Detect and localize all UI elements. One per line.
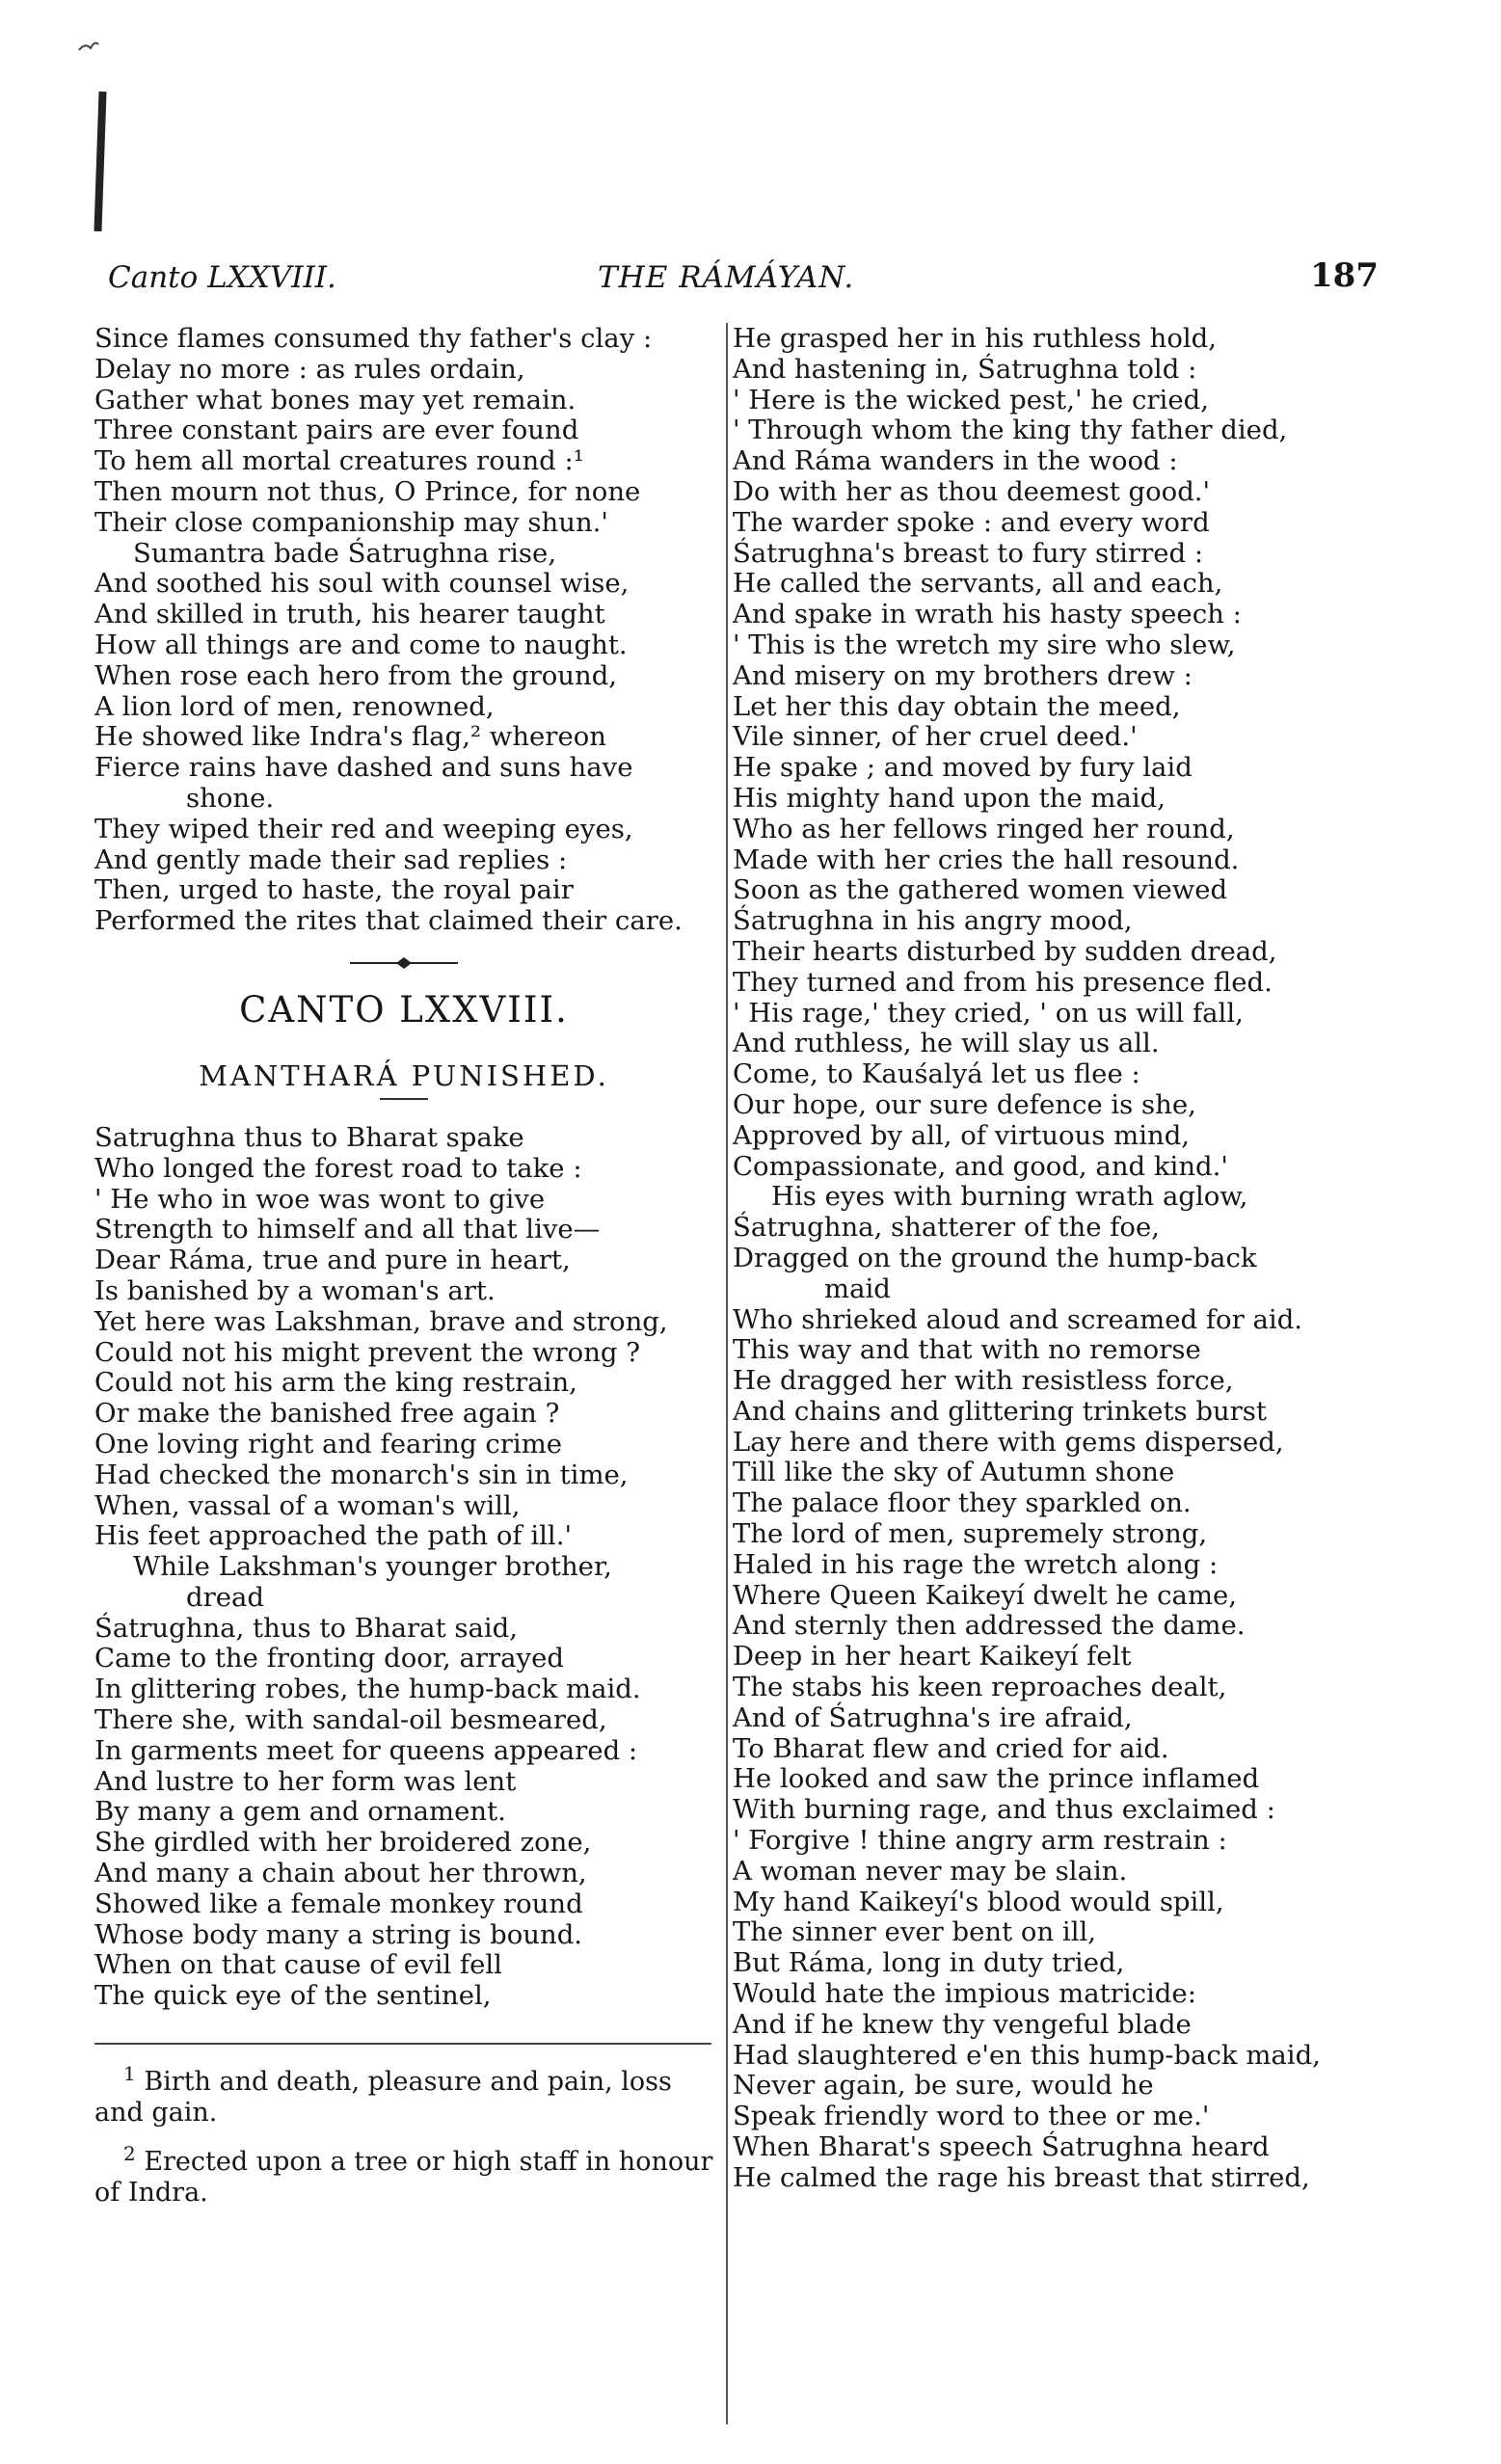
verse-line: Could not his might prevent the wrong ? xyxy=(94,1336,641,1368)
verse-line: Fierce rains have dashed and suns have xyxy=(94,752,633,784)
corner-mark xyxy=(77,39,100,54)
verse-line: Who as her fellows ringed her round, xyxy=(733,813,1235,844)
verse-block-after xyxy=(94,1123,713,2012)
verse-line: Three constant pairs are ever found xyxy=(94,415,579,446)
verse-line: Then mourn not thus, O Prince, for none xyxy=(94,475,641,507)
verse-line: Śatrughna, shatterer of the foe, xyxy=(733,1212,1160,1244)
verse-line: His eyes with burning wrath aglow, xyxy=(771,1181,1248,1213)
verse-line: A woman never may be slain. xyxy=(733,1855,1128,1887)
verse-line: Till like the sky of Autumn shone xyxy=(733,1457,1175,1488)
verse-line: Gather what bones may yet remain. xyxy=(94,384,576,415)
footnote xyxy=(94,2058,713,2129)
verse-line: Let her this day obtain the meed, xyxy=(733,690,1181,722)
verse-line: ' His rage,' they cried, ' on us will fall, xyxy=(733,997,1244,1029)
canto-subtitle: MANTHARÁ PUNISHED. xyxy=(199,1058,609,1092)
canto-title: CANTO LXXVIII. xyxy=(239,988,569,1031)
verse-line: And of Śatrughna's ire afraid, xyxy=(733,1701,1133,1733)
verse-line: Śatrughna in his angry mood, xyxy=(733,905,1133,937)
verse-line: Soon as the gathered women viewed xyxy=(733,874,1228,906)
verse-line: They wiped their red and weeping eyes, xyxy=(94,813,633,844)
footnotes xyxy=(94,2058,713,2209)
verse-line: Had checked the monarch's sin in time, xyxy=(94,1459,629,1490)
footnote-text: Birth and death, pleasure and pain, loss and gain. xyxy=(94,2067,672,2129)
verse-line: The quick eye of the sentinel, xyxy=(94,1980,492,2012)
verse-line: Come, to Kauśalyá let us flee : xyxy=(733,1058,1140,1090)
ornament-divider xyxy=(346,956,462,970)
verse-line: shone. xyxy=(186,782,275,814)
verse-line: How all things are and come to naught. xyxy=(94,629,628,660)
footnote xyxy=(94,2138,713,2209)
verse-line: One loving right and fearing crime xyxy=(94,1428,563,1460)
verse-block-before xyxy=(94,324,713,937)
verse-line: And soothed his soul with counsel wise, xyxy=(94,568,630,600)
verse-line: ' This is the wretch my sire who slew, xyxy=(733,629,1236,660)
running-head-canto: Canto LXXVIII. xyxy=(108,260,336,295)
verse-line: Came to the fronting door, arrayed xyxy=(94,1643,564,1674)
verse-line: To hem all mortal creatures round :¹ xyxy=(94,445,584,477)
verse-line: He called the servants, all and each, xyxy=(733,568,1223,600)
verse-line: The sinner ever bent on ill, xyxy=(733,1916,1097,1948)
verse-line: And lustre to her form was lent xyxy=(94,1765,517,1797)
verse-line: He spake ; and moved by fury laid xyxy=(733,752,1193,784)
page-number: 187 xyxy=(1310,256,1379,295)
verse-line: They turned and from his presence fled. xyxy=(733,966,1273,998)
verse-line: And if he knew thy vengeful blade xyxy=(733,2008,1192,2040)
verse-line: Made with her cries the hall resound. xyxy=(733,844,1240,875)
margin-bar xyxy=(94,92,106,231)
verse-line: Haled in his rage the wretch along : xyxy=(733,1548,1219,1580)
verse-line: To Bharat flew and cried for aid. xyxy=(733,1732,1169,1764)
verse-line: He looked and saw the prince inflamed xyxy=(733,1763,1260,1795)
verse-line: When on that cause of evil fell xyxy=(94,1949,502,1981)
verse-line: Their hearts disturbed by sudden dread, xyxy=(733,935,1277,967)
verse-line: Śatrughna, thus to Bharat said, xyxy=(94,1612,519,1644)
verse-line: And skilled in truth, his hearer taught xyxy=(94,599,605,630)
verse-line: Or make the banished free again ? xyxy=(94,1398,560,1430)
verse-line: Satrughna thus to Bharat spake xyxy=(94,1121,524,1153)
footnote-number: 2 xyxy=(123,2142,136,2166)
running-head-title: THE RÁMÁYAN. xyxy=(598,260,855,295)
verse-line: And ruthless, he will slay us all. xyxy=(733,1028,1160,1059)
verse-line: A lion lord of men, renowned, xyxy=(94,690,495,722)
verse-line: He showed like Indra's flag,² whereon xyxy=(94,721,606,753)
verse-line: When rose each hero from the ground, xyxy=(94,659,618,691)
verse-line: Speak friendly word to thee or me.' xyxy=(733,2101,1210,2132)
verse-line: Approved by all, of virtuous mind, xyxy=(733,1119,1191,1151)
verse-line: Who longed the forest road to take : xyxy=(94,1152,582,1184)
verse-line: And Ráma wanders in the wood : xyxy=(733,445,1178,477)
verse-line: Showed like a female monkey round xyxy=(94,1888,583,1919)
verse-line: And chains and glittering trinkets burst xyxy=(733,1395,1267,1427)
footnote-rule xyxy=(94,2043,711,2045)
verse-line: But Ráma, long in duty tried, xyxy=(733,1947,1125,1979)
verse-line: His feet approached the path of ill.' xyxy=(94,1520,573,1552)
verse-line: Since flames consumed thy father's clay : xyxy=(94,323,653,354)
verse-line: Vile sinner, of her cruel deed.' xyxy=(733,721,1138,753)
verse-line: The warder spoke : and every word xyxy=(733,506,1210,538)
verse-line: And many a chain about her thrown, xyxy=(94,1858,587,1889)
verse-line: Lay here and there with gems dispersed, xyxy=(733,1426,1284,1458)
verse-line: Yet here was Lakshman, brave and strong, xyxy=(94,1305,668,1337)
verse-line: He grasped her in his ruthless hold, xyxy=(733,323,1218,354)
verse-line: And misery on my brothers drew : xyxy=(733,659,1193,691)
verse-line: Our hope, our sure defence is she, xyxy=(733,1088,1196,1120)
verse-line: In garments meet for queens appeared : xyxy=(94,1734,638,1766)
verse-line: Would hate the impious matricide: xyxy=(733,1978,1196,2010)
verse-line: Do with her as thou deemest good.' xyxy=(733,475,1211,507)
verse-line: Performed the rites that claimed their care. xyxy=(94,905,683,937)
verse-line: The palace floor they sparkled on. xyxy=(733,1487,1192,1519)
column-divider xyxy=(726,323,728,2424)
verse-line: She girdled with her broidered zone, xyxy=(94,1827,592,1859)
verse-line: ' He who in woe was wont to give xyxy=(94,1183,546,1215)
verse-line: Never again, be sure, would he xyxy=(733,2070,1154,2102)
verse-line: ' Here is the wicked pest,' he cried, xyxy=(733,384,1209,415)
verse-line: With burning rage, and thus exclaimed : xyxy=(733,1794,1275,1826)
footnote-text: Erected upon a tree or high staff in honour of Indra. xyxy=(94,2147,713,2209)
verse-line: And gently made their sad replies : xyxy=(94,844,568,875)
verse-line: There she, with sandal-oil besmeared, xyxy=(94,1704,607,1736)
verse-line: Dear Ráma, true and pure in heart, xyxy=(94,1245,571,1276)
verse-line: ' Forgive ! thine angry arm restrain : xyxy=(733,1825,1227,1857)
verse-line: And hastening in, Śatrughna told : xyxy=(733,353,1197,385)
verse-line: Where Queen Kaikeyí dwelt he came, xyxy=(733,1579,1238,1611)
verse-line: Delay no more : as rules ordain, xyxy=(94,353,525,385)
verse-line: Dragged on the ground the hump-back xyxy=(733,1242,1257,1273)
verse-line: Is banished by a woman's art. xyxy=(94,1274,496,1306)
verse-line: By many a gem and ornament. xyxy=(94,1796,506,1828)
verse-line: When Bharat's speech Śatrughna heard xyxy=(733,2131,1270,2163)
verse-line: Their close companionship may shun.' xyxy=(94,506,608,538)
verse-line: Who shrieked aloud and screamed for aid. xyxy=(733,1303,1303,1335)
right-column xyxy=(733,324,1377,2194)
verse-block-right xyxy=(733,324,1377,2194)
verse-line: ' Through whom the king thy father died, xyxy=(733,415,1288,446)
verse-line: He calmed the rage his breast that stirred, xyxy=(733,2161,1310,2193)
verse-line: Śatrughna's breast to fury stirred : xyxy=(733,537,1204,569)
verse-line: Strength to himself and all that live— xyxy=(94,1214,601,1245)
verse-line: This way and that with no remorse xyxy=(733,1334,1201,1366)
verse-line: Could not his arm the king restrain, xyxy=(94,1367,577,1399)
verse-line: The stabs his keen reproaches dealt, xyxy=(733,1672,1227,1703)
verse-line: Then, urged to haste, the royal pair xyxy=(94,874,574,906)
page-header xyxy=(96,253,1379,310)
verse-line: The lord of men, supremely strong, xyxy=(733,1518,1208,1550)
subtitle-rule xyxy=(380,1098,428,1100)
verse-line: In glittering robes, the hump-back maid. xyxy=(94,1674,641,1705)
verse-line: dread xyxy=(186,1581,265,1613)
verse-line: Compassionate, and good, and kind.' xyxy=(733,1150,1228,1182)
verse-line: While Lakshman's younger brother, xyxy=(133,1551,612,1583)
verse-line: And sternly then addressed the dame. xyxy=(733,1610,1246,1642)
verse-line: Deep in her heart Kaikeyí felt xyxy=(733,1641,1132,1673)
footnote-number: 1 xyxy=(123,2062,136,2086)
verse-line: When, vassal of a woman's will, xyxy=(94,1489,521,1521)
left-column xyxy=(94,324,713,2218)
verse-line: Whose body many a string is bound. xyxy=(94,1918,583,1950)
verse-line: He dragged her with resistless force, xyxy=(733,1365,1234,1397)
verse-line: maid xyxy=(824,1272,891,1304)
verse-line: Sumantra bade Śatrughna rise, xyxy=(133,537,557,569)
verse-line: And spake in wrath his hasty speech : xyxy=(733,599,1242,630)
verse-line: My hand Kaikeyí's blood would spill, xyxy=(733,1886,1224,1917)
verse-line: Had slaughtered e'en this hump-back maid, xyxy=(733,2039,1321,2071)
verse-line: His mighty hand upon the maid, xyxy=(733,782,1166,814)
